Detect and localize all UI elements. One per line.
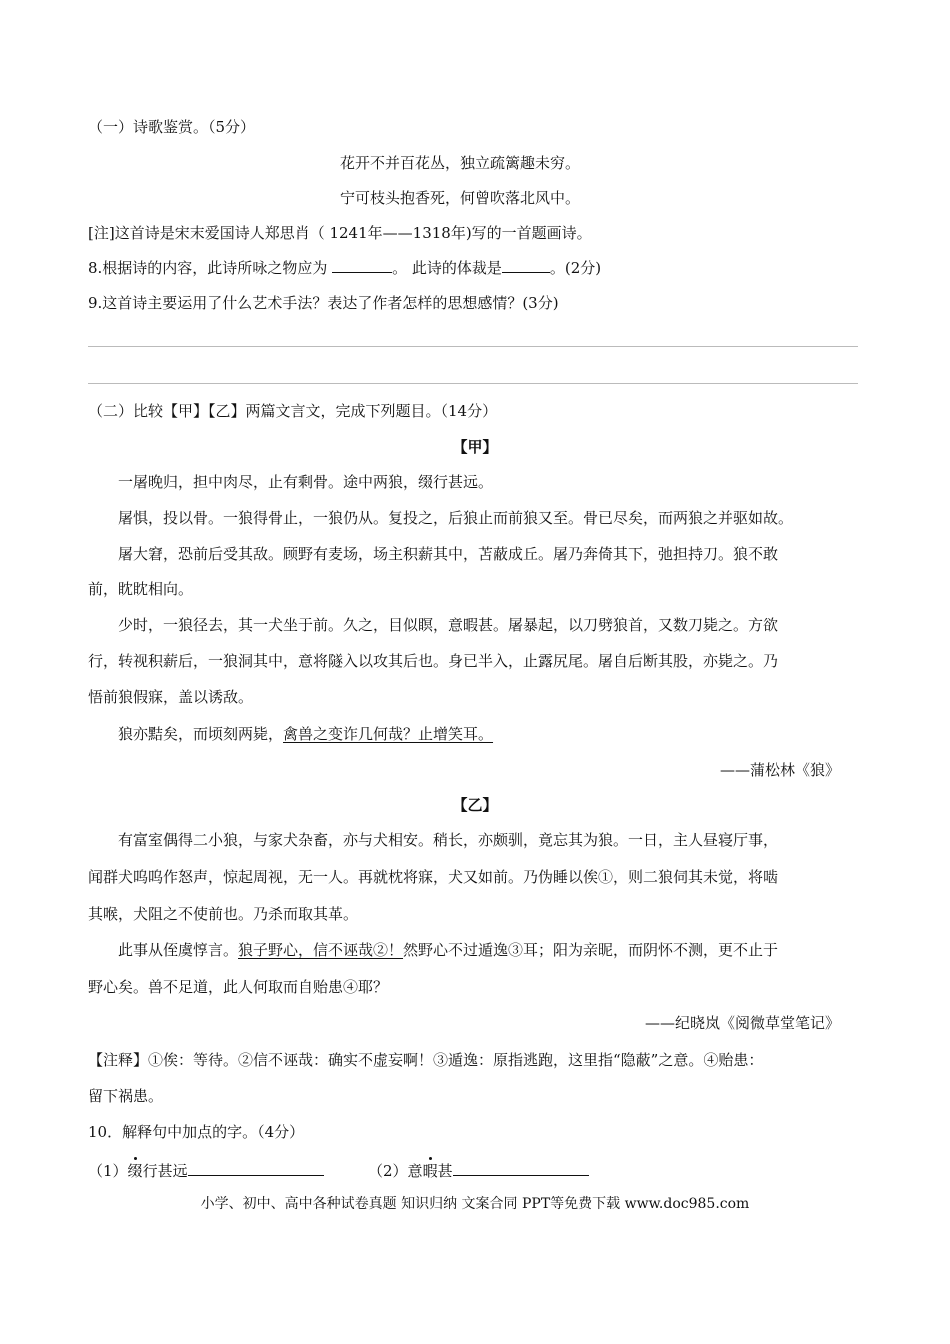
q8-suffix: 。(2分) bbox=[549, 259, 602, 277]
q10-item-1-dotted-char: 缀 bbox=[127, 1162, 143, 1180]
yi-line-3: 其喉，犬阻之不使前也。乃杀而取其革。 bbox=[88, 905, 359, 923]
passage-yi-title: 【乙】 bbox=[452, 796, 498, 814]
jia-line-1: 一屠晚归，担中肉尽，止有剩骨。途中两狼，缀行甚远。 bbox=[118, 473, 494, 491]
yi-source: ——纪晓岚《阅微草堂笔记》 bbox=[644, 1014, 840, 1032]
q8-answer-blank-1[interactable] bbox=[332, 258, 392, 273]
q10-item-2 bbox=[368, 1160, 589, 1181]
yi-p2-plain-2: 然野心不过遁逸③耳；阳为亲昵，而阴怀不测，更不止于 bbox=[403, 941, 779, 959]
yi-line-5: 野心矣。兽不足道，此人何取而自贻患④耶？ bbox=[88, 978, 389, 996]
q8-answer-blank-2[interactable] bbox=[502, 258, 550, 273]
q10-item-1-prefix: （1） bbox=[88, 1162, 128, 1180]
yi-p2-plain-1: 此事从侄虞惇言。 bbox=[118, 941, 239, 959]
section-heading-poetry: （一）诗歌鉴赏。（5分） bbox=[88, 118, 256, 136]
q10-item-2-dotted-char: 暇 bbox=[422, 1162, 438, 1180]
question-8 bbox=[88, 258, 601, 278]
q8-middle: 。 此诗的体裁是 bbox=[392, 259, 502, 277]
question-10: 10．解释句中加点的字。（4分） bbox=[88, 1123, 305, 1141]
jia-last-plain: 狼亦黠矣，而顷刻两毙， bbox=[118, 725, 284, 743]
q10-item-2-pre: 意 bbox=[407, 1162, 423, 1180]
section-heading-classical: （二）比较【甲】【乙】两篇文言文，完成下列题目。（14分） bbox=[88, 402, 498, 420]
q10-item-1 bbox=[88, 1160, 324, 1181]
jia-line-5: 少时，一狼径去，其一犬坐于前。久之，目似瞑，意暇甚。屠暴起，以刀劈狼首，又数刀毙之。方欲 bbox=[118, 616, 779, 634]
answer-line-1[interactable] bbox=[88, 346, 858, 347]
jia-line-4: 前，眈眈相向。 bbox=[88, 580, 194, 598]
q8-prefix: 8.根据诗的内容，此诗所咏之物应为 bbox=[88, 259, 328, 277]
answer-line-2[interactable] bbox=[88, 383, 858, 384]
jia-line-7: 悟前狼假寐，盖以诱敌。 bbox=[88, 688, 254, 706]
q10-item-1-rest: 行甚远 bbox=[142, 1162, 188, 1180]
jia-underlined-sentence: 禽兽之变诈几何哉？止增笑耳。 bbox=[283, 725, 494, 743]
yi-underlined-sentence: 狼子野心，信不诬哉②！ bbox=[238, 941, 404, 959]
notes-line-2: 留下祸患。 bbox=[88, 1087, 164, 1105]
q10-item-2-rest: 甚 bbox=[437, 1162, 453, 1180]
jia-line-3: 屠大窘，恐前后受其敌。顾野有麦场，场主积薪其中，苫蔽成丘。屠乃奔倚其下，弛担持刀。狼不敢 bbox=[118, 545, 779, 563]
passage-jia-title: 【甲】 bbox=[452, 438, 498, 456]
poem-line-2: 宁可枝头抱香死，何曾吹落北风中。 bbox=[340, 189, 581, 207]
question-9: 9.这首诗主要运用了什么艺术手法？表达了作者怎样的思想感情？(3分) bbox=[88, 294, 559, 312]
jia-line-8 bbox=[118, 724, 493, 744]
jia-line-6: 行，转视积薪后，一狼洞其中，意将隧入以攻其后也。身已半入，止露尻尾。屠自后断其股，亦毙之。乃 bbox=[88, 652, 779, 670]
yi-line-1: 有富室偶得二小狼，与家犬杂畜，亦与犬相安。稍长，亦颇驯，竟忘其为狼。一日，主人昼寝厅事， bbox=[118, 831, 779, 849]
yi-line-2: 闻群犬呜呜作怒声，惊起周视，无一人。再就枕将寐，犬又如前。乃伪睡以俟①，则二狼伺其未觉，将啮 bbox=[88, 868, 779, 886]
q10-item-2-answer-blank[interactable] bbox=[453, 1160, 589, 1176]
jia-source: ——蒲松林《狼》 bbox=[719, 761, 840, 779]
q10-item-1-answer-blank[interactable] bbox=[188, 1160, 324, 1176]
notes-line-1: 【注释】①俟：等待。②信不诬哉：确实不虚妄啊！③遁逸：原指逃跑，这里指“隐蔽”之意。④贻患： bbox=[88, 1051, 764, 1069]
footer-banner: 小学、初中、高中各种试卷真题 知识归纳 文案合同 PPT等免费下载 www.doc985.com bbox=[200, 1196, 750, 1212]
poem-note: [注]这首诗是宋末爱国诗人郑思肖（ 1241年——1318年)写的一首题画诗。 bbox=[88, 224, 592, 242]
yi-line-4 bbox=[118, 940, 778, 960]
jia-line-2: 屠惧，投以骨。一狼得骨止，一狼仍从。复投之，后狼止而前狼又至。骨已尽矣，而两狼之并驱如故。 bbox=[118, 509, 794, 527]
q10-item-2-prefix: （2） bbox=[368, 1162, 408, 1180]
poem-line-1: 花开不并百花丛，独立疏篱趣未穷。 bbox=[340, 154, 581, 172]
